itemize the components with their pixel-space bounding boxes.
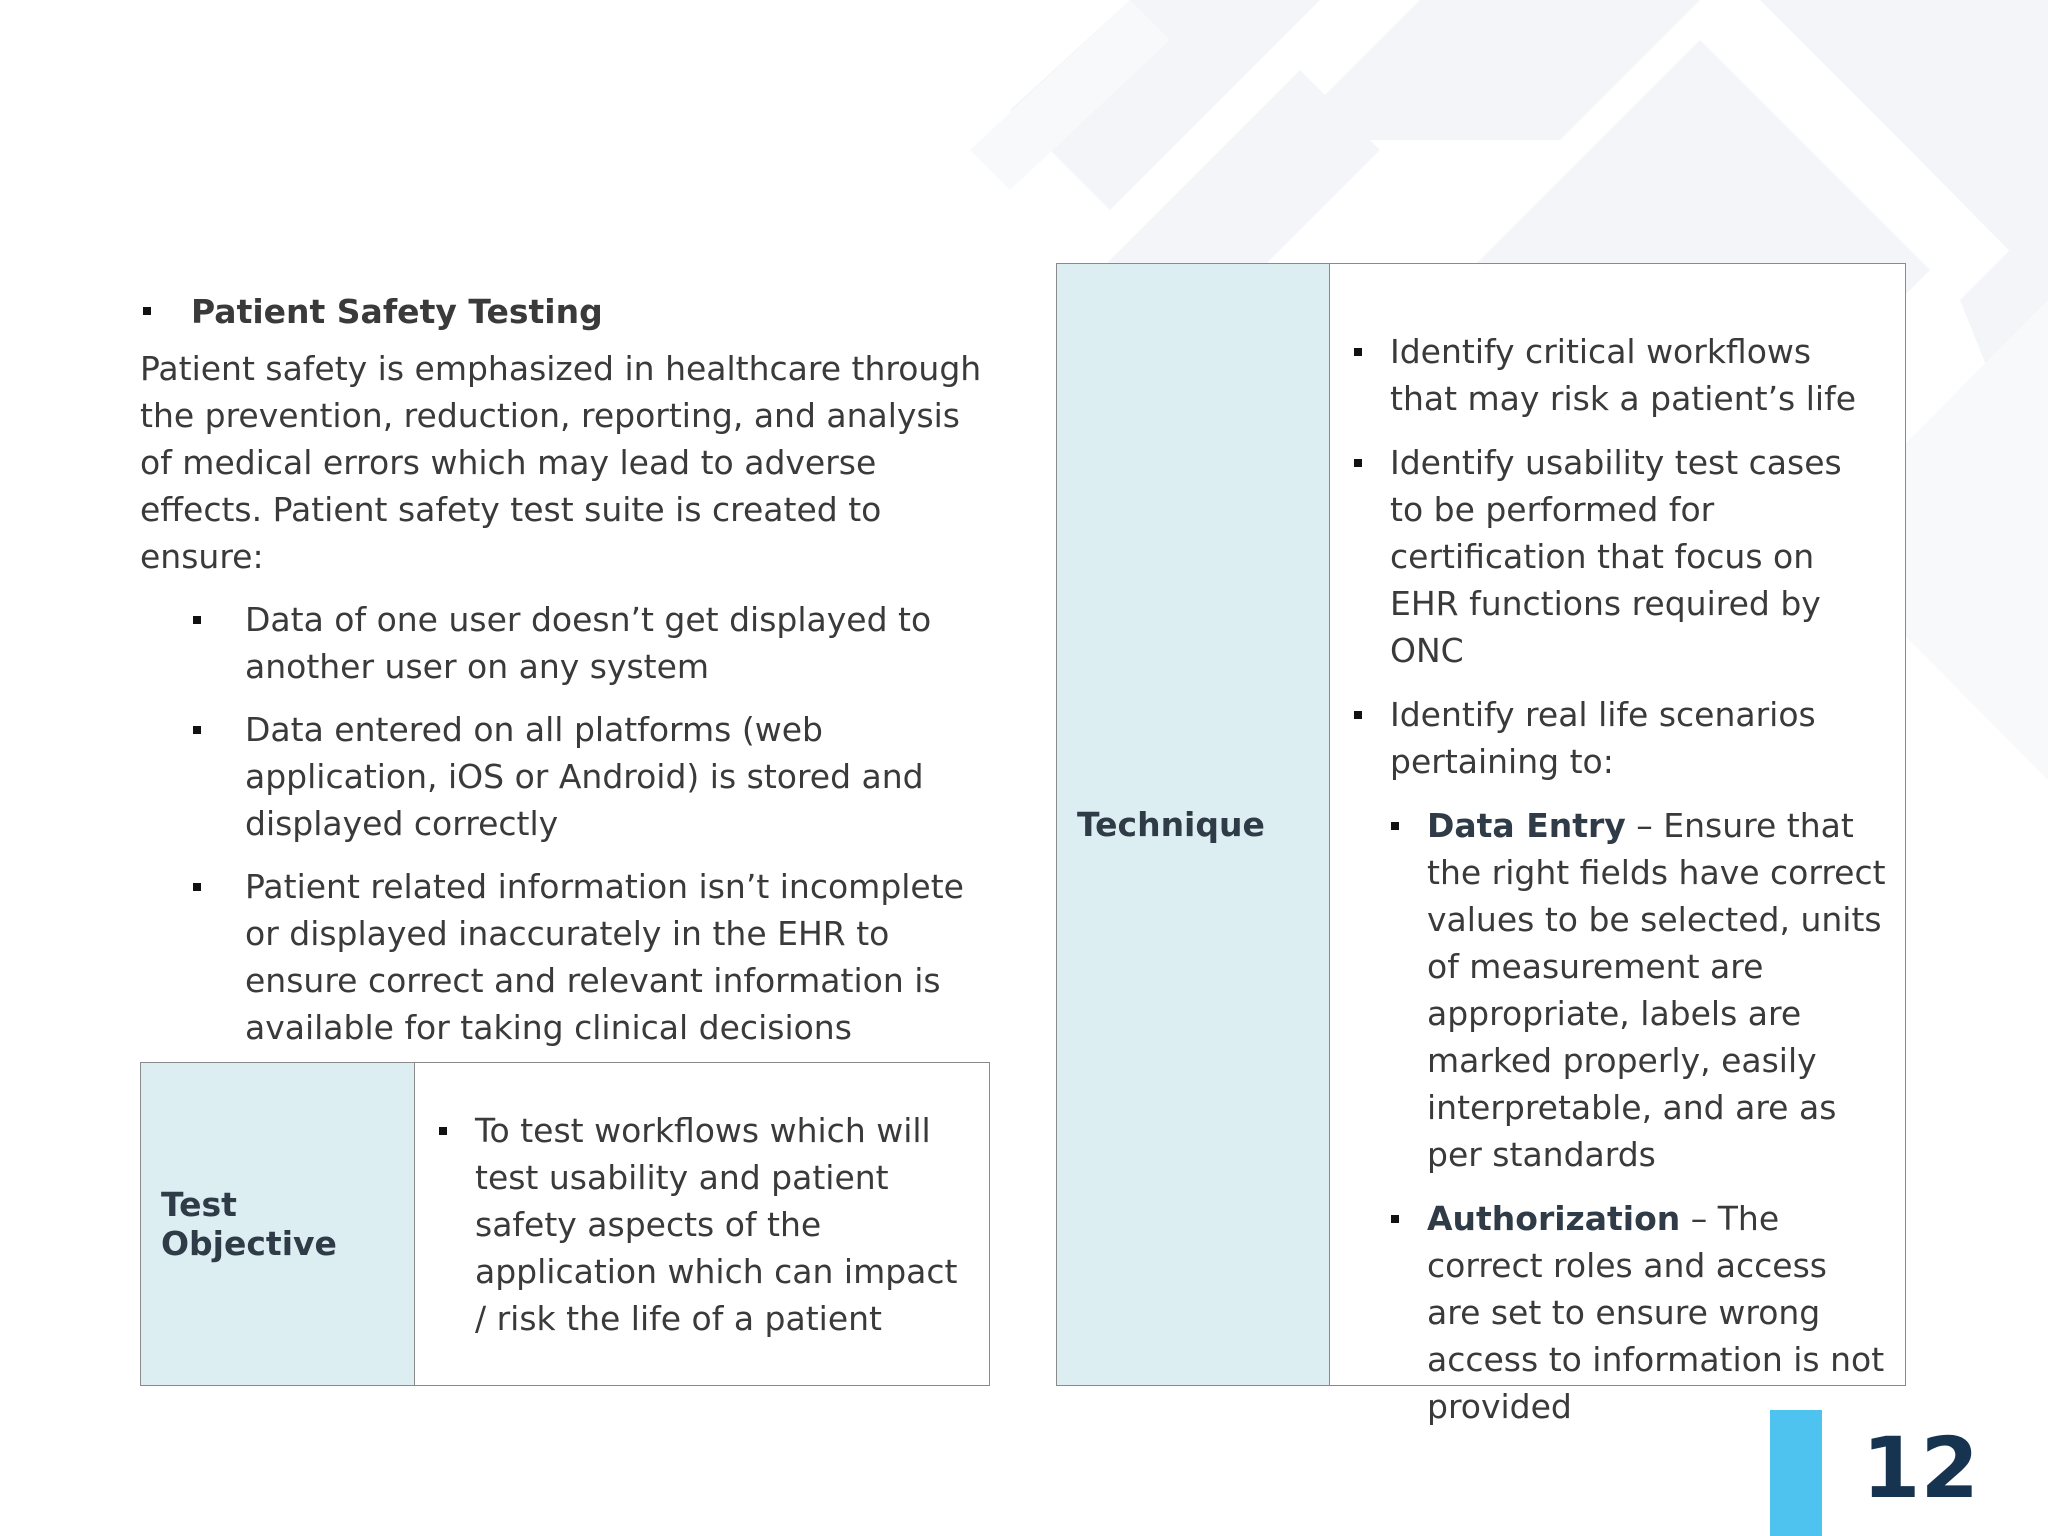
list-item [1330,439,1887,674]
bullet-square-icon [1354,459,1362,467]
section-heading: Patient Safety Testing [191,291,603,331]
list-item [1330,691,1887,785]
list-item-text: Identify real life scenarios pertaining to: [1390,695,1816,781]
list-item [1330,802,1887,1178]
list-item-text: Patient related information isn’t incomplete or displayed inaccurately in the EHR to ensure correct and relevant information is available for taking clinical decisions [245,867,964,1047]
bullet-square-icon [1391,822,1399,830]
page-accent-bar [1770,1410,1822,1536]
list-item-text [1427,1195,1887,1430]
scenario-term: Data Entry [1427,806,1626,845]
bullet-square-icon [439,1127,447,1135]
list-item [140,863,1000,1051]
bullet-square-icon [1354,348,1362,356]
scenario-description: – Ensure that the right fields have correct values to be selected, units of measurement are appropriate, labels are marked properly, easily interpretable, and are as per standards [1427,806,1886,1174]
list-item [1330,1195,1887,1430]
bullet-square-icon [193,726,201,734]
bullet-square-icon [143,307,151,315]
list-item [140,706,1000,847]
list-item [415,1107,965,1342]
bullet-square-icon [193,883,201,891]
list-item-text: To test workflows which will test usability and patient safety aspects of the application which can impact / risk the life of a patient [475,1111,958,1338]
scenario-description: – The correct roles and access are set to ensure wrong access to information is not provided [1427,1199,1885,1426]
intro-paragraph: Patient safety is emphasized in healthcare through the prevention, reduction, reporting, and analysis of medical errors which may lead to adverse effects. Patient safety test suite is created to ensure: [140,349,982,576]
list-item-text: Identify usability test cases to be performed for certification that focus on EHR functions required by ONC [1390,443,1842,670]
technique-content [1330,264,1905,1426]
scenario-list [1330,802,1887,1430]
bullet-square-icon [1354,711,1362,719]
list-item [140,596,1000,690]
list-item-text [1427,802,1887,1178]
section-heading-row [140,283,1000,339]
list-item-text: Data of one user doesn’t get displayed to another user on any system [245,600,932,686]
test-objective-content [415,1063,989,1385]
ensure-list [140,596,1000,1051]
technique-label: Technique [1057,264,1330,1385]
scenario-term: Authorization [1427,1199,1681,1238]
test-objective-label: Test Objective [141,1063,415,1385]
page-number: 12 [1862,1419,1979,1517]
test-objective-table [140,1062,990,1386]
bullet-square-icon [193,616,201,624]
technique-list [1330,328,1887,785]
bullet-square-icon [1391,1215,1399,1223]
technique-table [1056,263,1906,1426]
test-objective-list [415,1107,965,1342]
list-item [1330,328,1887,422]
list-item-text: Identify critical workflows that may risk a patient’s life [1390,332,1856,418]
patient-safety-section [140,283,1000,1067]
list-item-text: Data entered on all platforms (web application, iOS or Android) is stored and displayed correctly [245,710,924,843]
